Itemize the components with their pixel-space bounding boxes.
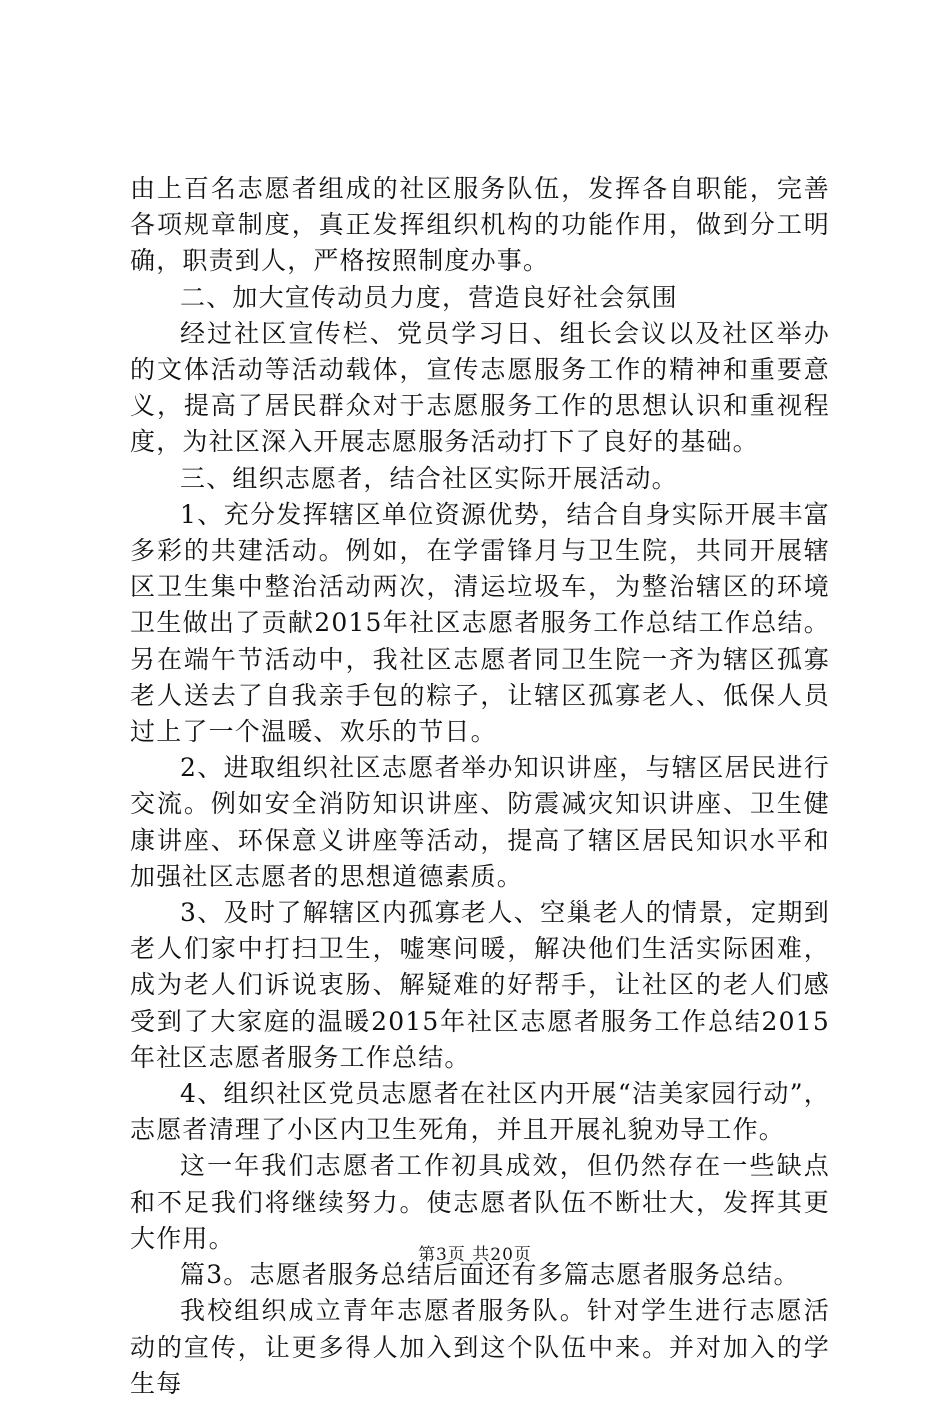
document-body [130,171,830,1402]
paragraph-item-4: 4、组织社区党员志愿者在社区内开展“洁美家园行动”，志愿者清理了小区内卫生死角，并且开展礼貌劝导工作。 [130,1079,830,1145]
paragraph-article-3-body: 我校组织成立青年志愿者服务队。针对学生进行志愿活动的宣传，让更多得人加入到这个队伍中来。并对加入的学生每 [130,1296,830,1398]
paragraph-article-3-heading: 篇3。志愿者服务总结后面还有多篇志愿者服务总结。 [180,1260,800,1290]
paragraph-item-2: 2、进取组织社区志愿者举办知识讲座，与辖区居民进行交流。例如安全消防知识讲座、防震减灾知识讲座、卫生健康讲座、环保意义讲座等活动，提高了辖区居民知识水平和加强社区志愿者的思想道德素质。 [130,753,830,891]
page-number-footer: 第3页 共20页 [418,1245,532,1265]
section-heading-3: 三、组织志愿者，结合社区实际开展活动。 [180,463,678,493]
paragraph-3: 经过社区宣传栏、党员学习日、组长会议以及社区举办的文体活动等活动载体，宣传志愿服务工作的精神和重要意义，提高了居民群众对于志愿服务工作的思想认识和重视程度，为社区深入开展志愿服务活动打下了良好的基础。 [130,318,830,457]
section-heading-2: 二、加大宣传动员力度，营造良好社会氛围 [180,282,678,312]
paragraph-item-3: 3、及时了解辖区内孤寡老人、空巢老人的情景，定期到老人们家中打扫卫生，嘘寒问暖，解决他们生活实际困难，成为老人们诉说衷肠、解疑难的好帮手，让社区的老人们感受到了大家庭的温暖2015年社区志愿者服务工作总结2015年社区志愿者服务工作总结。 [130,898,830,1072]
paragraph-summary: 这一年我们志愿者工作初具成效，但仍然存在一些缺点和不足我们将继续努力。使志愿者队伍不断壮大，发挥其更大作用。 [130,1151,830,1253]
paragraph-item-1: 1、充分发挥辖区单位资源优势，结合自身实际开展丰富多彩的共建活动。例如，在学雷锋月与卫生院，共同开展辖区卫生集中整治活动两次，清运垃圾车，为整治辖区的环境卫生做出了贡献2015年社区志愿者服务工作总结工作总结。另在端午节活动中，我社区志愿者同卫生院一齐为辖区孤寡老人送去了自我亲手包的粽子，让辖区孤寡老人、低保人员过上了一个温暖、欢乐的节日。 [130,499,830,747]
paragraph-1: 由上百名志愿者组成的社区服务队伍，发挥各自职能，完善各项规章制度，真正发挥组织机构的功能作用，做到分工明确，职责到人，严格按照制度办事。 [130,174,830,276]
